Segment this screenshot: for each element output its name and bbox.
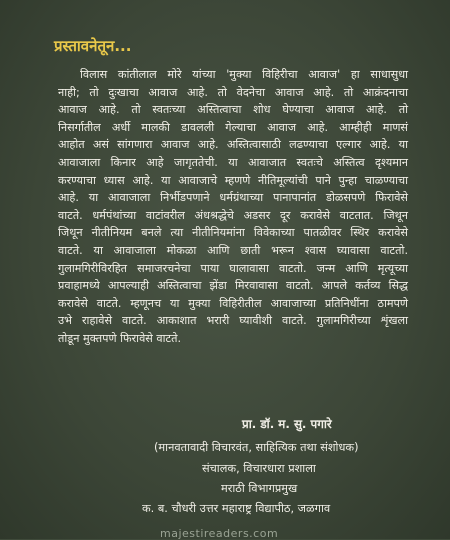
paragraph-line: करावेसे वाटते. म्हणूनच या मुक्या विहिरीतील आवाजाच्या प्रतिनिधींना ठामपणे <box>58 296 408 310</box>
paragraph-line: वाटते. धर्मपंथांच्या वाटांवरील अंधश्रद्धेचे अडसर दूर करावेसे वाटतात. जिथून <box>58 208 408 222</box>
paragraph-line: आहोत असं सांगणारा आवाज आहे. अस्तित्वासाठी लढण्याचा एल्गार आहे. या <box>58 138 408 152</box>
paragraph-line: नाही; तो दुःखाचा आवाज आहे. तो वेदनेचा आवाज आहे. तो आक्रंदनाचा <box>58 85 408 99</box>
paragraph-line: करण्याचा ध्यास आहे. या आवाजाचे म्हणणे नीतिमूल्यांची पाने पुन्हा चाळण्याचा <box>58 173 408 187</box>
author-university: क. ब. चौधरी उत्तर महाराष्ट्र विद्यापीठ, जळगाव <box>142 502 331 515</box>
paragraph-line: जिथून नीतीनियम बनले त्या नीतीनियमांना विवेकाच्या पातळीवर स्थिर करावेसे <box>58 226 408 240</box>
paragraph-line: आवाजाला किनार आहे जागृततेची. या आवाजात स्वतःचे अस्तित्व दृश्यमान <box>58 155 408 169</box>
author-department: मराठी विभागप्रमुख <box>221 482 298 495</box>
paragraph-line: वाटते. या आवाजाला मोकळा आणि छाती भरून श्वास घ्यावासा वाटतो. <box>58 243 408 257</box>
paragraph-line: निसर्गातील अर्धी मालकी डावलली गेल्याचा आवाज आहे. आम्हीही माणसं <box>58 120 408 134</box>
paragraph-line: आहे. या आवाजाला निर्भीडपणाने धर्मग्रंथाच्या पानापानांत डोळसपणे फिरावेसे <box>58 191 408 205</box>
paragraph-line: प्रवाहामध्ये आपल्याही अस्तित्वाचा झेंडा मिरवावासा वाटतो. आपले कर्तव्य सिद्ध <box>58 279 408 293</box>
author-role: संचालक, विचारधारा प्रशाला <box>202 462 316 475</box>
paragraph-line: विलास कांतीलाल मोरे यांच्या 'मुक्या विहिरीचा आवाज' हा साधासुधा <box>80 68 408 81</box>
author-title: (मानवतावादी विचारवंत, साहित्यिक तथा संशोधक) <box>154 441 359 454</box>
paragraph-line: उभे राहावेसे वाटते. आकाशात भरारी घ्यावीशी वाटते. गुलामगिरीच्या शृंखला <box>58 314 408 328</box>
paragraph-line: गुलामगिरीविरहित समाजरचनेचा पाया घालावासा वाटतो. जन्म आणि मृत्यूच्या <box>58 261 408 275</box>
paragraph-line: तोडून मुक्तपणे फिरावेसे वाटते. <box>58 331 182 345</box>
section-heading: प्रस्तावनेतून... <box>54 37 132 55</box>
paragraph-line: आवाज आहे. तो स्वतःच्या अस्तित्वाचा शोध घेण्याचा आवाज आहे. तो <box>58 103 408 117</box>
watermark: majestireaders.com <box>160 527 279 540</box>
preface-paragraph <box>58 66 408 348</box>
author-name: प्रा. डॉ. म. सु. पगारे <box>242 417 332 431</box>
